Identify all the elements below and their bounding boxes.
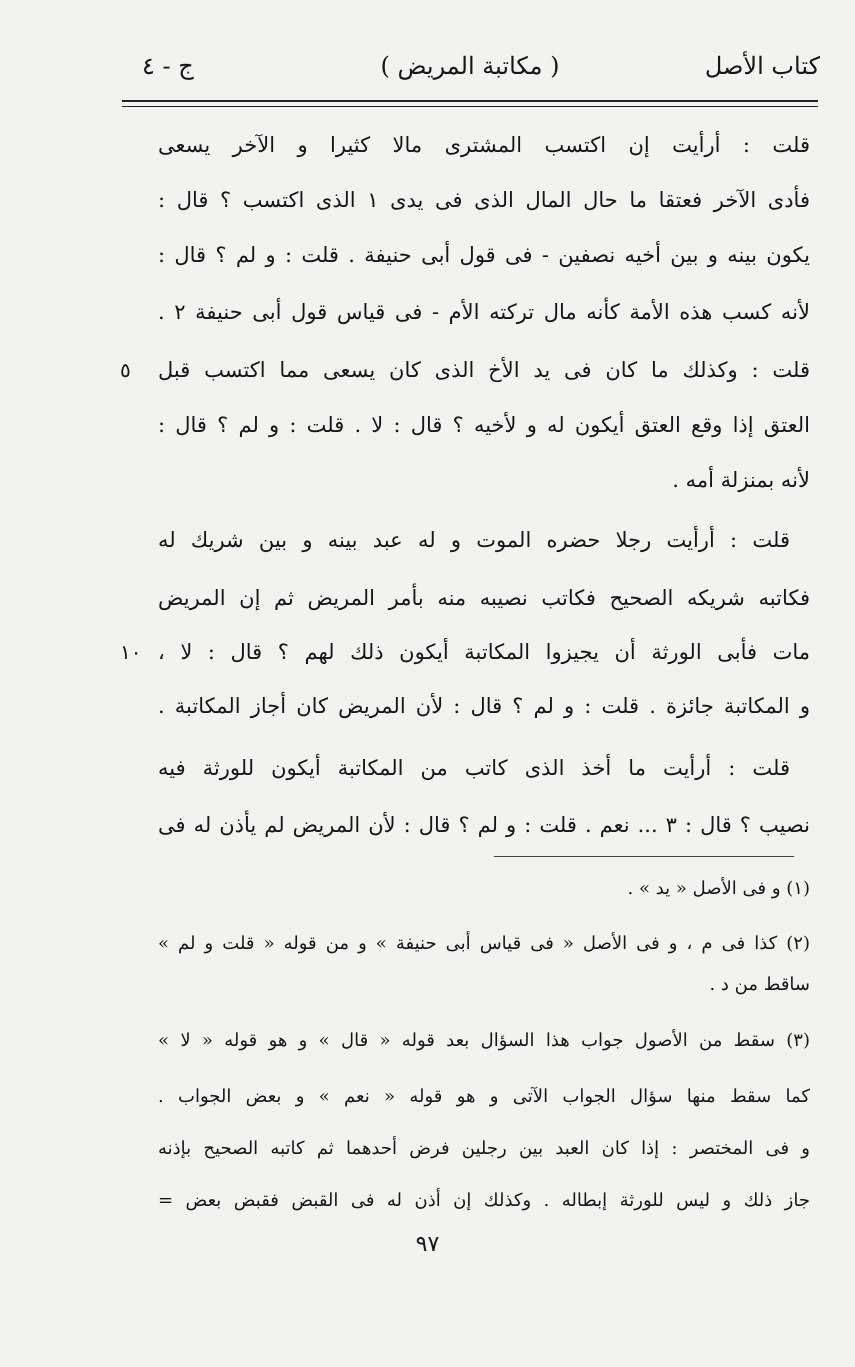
body-line: نصيب ؟ قال : ٣ ... نعم . قلت : و لم ؟ قال : لأن المريض لم يأذن له فى	[158, 813, 810, 837]
page-number: ٩٧	[415, 1232, 440, 1257]
header-rule	[122, 100, 818, 102]
body-line: لأنه كسب هذه الأمة كأنه مال تركته الأم - فى قياس قول أبى حنيفة ٢ .	[158, 300, 810, 324]
footnote-line: و فى المختصر : إذا كان العبد بين رجلين فرض أحدهما ثم كاتبه الصحيح بإذنه	[158, 1138, 810, 1159]
body-line: فأدى الآخر فعتقا ما حال المال الذى فى يدى ١ الذى اكتسب ؟ قال :	[158, 188, 810, 212]
body-line: فكاتبه شريكه الصحيح فكاتب نصيبه منه بأمر المريض ثم إن المريض	[158, 586, 810, 610]
line-number-margin: ٥	[120, 358, 131, 382]
chapter-title: ( مكاتبة المريض )	[380, 52, 560, 80]
body-line: قلت : أرأيت إن اكتسب المشترى مالا كثيرا و الآخر يسعى	[158, 133, 810, 157]
body-line: يكون بينه و بين أخيه نصفين - فى قول أبى حنيفة . قلت : و لم ؟ قال :	[158, 243, 810, 267]
footnote-line: ساقط من د .	[709, 974, 810, 995]
body-line: مات فأبى الورثة أن يجيزوا المكاتبة أيكون ذلك لهم ؟ قال : لا ،	[158, 640, 810, 664]
body-line: و المكاتبة جائزة . قلت : و لم ؟ قال : لأن المريض كان أجاز المكاتبة .	[158, 694, 810, 718]
body-line: قلت : أرأيت ما أخذ الذى كاتب من المكاتبة أيكون للورثة فيه	[158, 756, 790, 780]
footnote-line: (٣) سقط من الأصول جواب هذا السؤال بعد قوله « قال » و هو قوله « لا »	[158, 1030, 810, 1051]
footnote-line: كما سقط منها سؤال الجواب الآتى و هو قوله « نعم » و بعض الجواب .	[158, 1086, 810, 1107]
book-title: كتاب الأصل	[704, 52, 820, 80]
body-line: العتق إذا وقع العتق أيكون له و لأخيه ؟ قال : لا . قلت : و لم ؟ قال :	[158, 413, 810, 437]
body-line: قلت : أرأيت رجلا حضره الموت و له عبد بينه و بين شريك له	[158, 528, 790, 552]
body-line: لأنه بمنزلة أمه .	[672, 468, 810, 492]
footnote-line: (١) و فى الأصل « يد » .	[627, 878, 810, 899]
running-header	[120, 52, 820, 92]
footnote-line: (٢) كذا فى م ، و فى الأصل « فى قياس أبى حنيفة » و من قوله « قلت و لم »	[158, 933, 810, 954]
footnote-line: جاز ذلك و ليس للورثة إبطاله . وكذلك إن أذن له فى القبض فقبض بعض =	[158, 1190, 810, 1211]
line-number-margin: ١٠	[120, 640, 142, 664]
volume-number: ج - ٤	[142, 52, 194, 80]
footnote-separator	[494, 856, 794, 857]
body-line: قلت : وكذلك ما كان فى يد الأخ الذى كان يسعى مما اكتسب قبل	[158, 358, 810, 382]
header-rule-thin	[122, 106, 818, 107]
